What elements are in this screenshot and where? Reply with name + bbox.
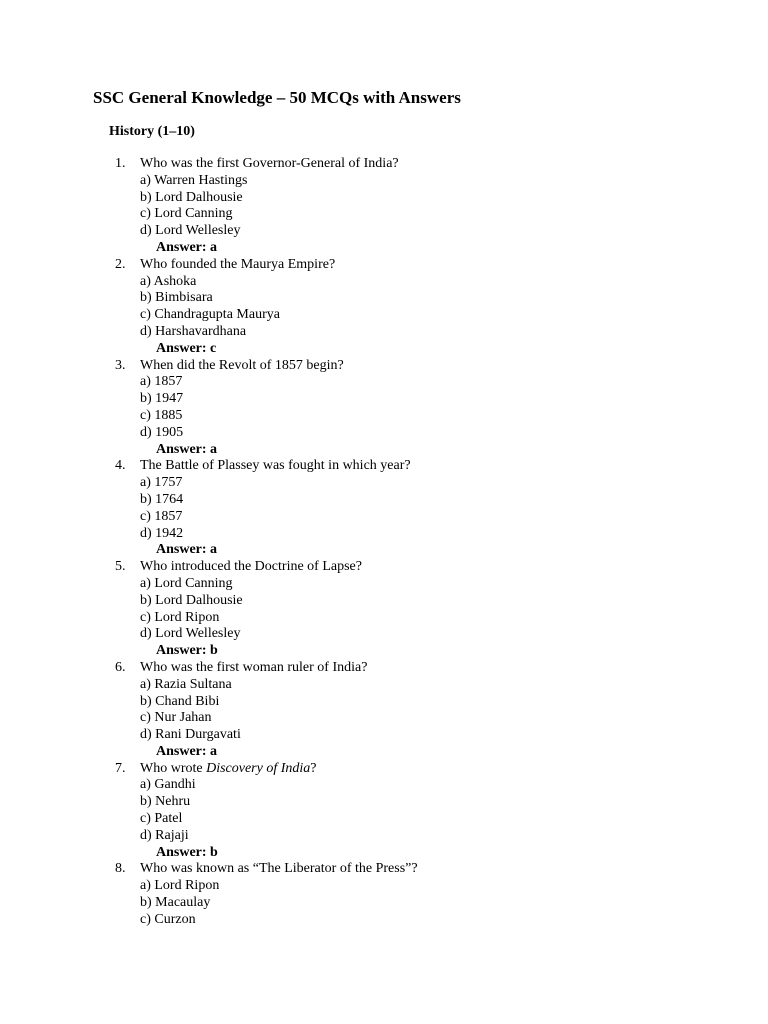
option-a: a) Lord Canning — [140, 575, 233, 591]
question-item — [0, 458, 768, 559]
answer-line: Answer: a — [156, 542, 218, 558]
answer-line: Answer: a — [156, 441, 218, 457]
option-a: a) Lord Ripon — [140, 878, 220, 894]
option-c: c) Curzon — [140, 911, 196, 927]
answer-line: Answer: a — [156, 239, 218, 255]
question-item — [0, 559, 768, 660]
question-text: The Battle of Plassey was fought in which year? — [140, 458, 411, 474]
question-text-suffix: ? — [310, 760, 317, 776]
option-c: c) Chandragupta Maurya — [140, 307, 280, 323]
question-text-prefix: Who wrote — [140, 760, 207, 776]
option-a: a) Razia Sultana — [140, 676, 232, 692]
option-b: b) Chand Bibi — [140, 693, 220, 709]
option-d: d) Lord Wellesley — [140, 626, 241, 642]
option-c: c) Lord Ripon — [140, 609, 220, 625]
option-c: c) 1885 — [140, 407, 183, 423]
question-number: 1. — [115, 156, 126, 171]
question-number: 2. — [115, 256, 126, 272]
question-number: 6. — [115, 659, 126, 675]
option-d: d) 1942 — [140, 525, 184, 541]
option-d: d) Rajaji — [140, 827, 189, 843]
question-text: Who was the first Governor-General of India? — [140, 156, 399, 171]
option-b: b) 1947 — [140, 391, 184, 407]
question-number: 7. — [115, 760, 126, 776]
option-b: b) 1764 — [140, 491, 184, 507]
question-text: Who introduced the Doctrine of Lapse? — [140, 559, 362, 575]
question-item — [0, 861, 768, 928]
option-b: b) Macaulay — [140, 895, 211, 911]
option-c: c) Nur Jahan — [140, 710, 212, 726]
answer-line: Answer: b — [156, 643, 218, 659]
option-b: b) Lord Dalhousie — [140, 592, 243, 608]
option-d: d) Harshavardhana — [140, 323, 247, 339]
option-b: b) Bimbisara — [140, 290, 213, 306]
question-item — [0, 156, 768, 257]
question-text: Who was known as “The Liberator of the Press”? — [140, 861, 418, 877]
question-text: Who founded the Maurya Empire? — [140, 256, 336, 272]
question-item — [0, 660, 768, 761]
question-text: Who was the first woman ruler of India? — [140, 659, 368, 675]
option-a: a) Gandhi — [140, 777, 196, 793]
answer-line: Answer: a — [156, 743, 218, 759]
question-item — [0, 257, 768, 358]
option-d: d) Lord Wellesley — [140, 223, 241, 239]
option-c: c) 1857 — [140, 508, 183, 524]
question-item — [0, 358, 768, 459]
answer-line: Answer: b — [156, 844, 218, 860]
question-number: 8. — [115, 861, 126, 877]
question-number: 4. — [115, 458, 126, 474]
option-a: a) Warren Hastings — [140, 172, 248, 188]
question-item — [0, 761, 768, 862]
book-title: Discovery of India — [206, 760, 311, 776]
option-a: a) Ashoka — [140, 273, 197, 289]
option-a: a) 1757 — [140, 475, 183, 491]
section-heading: History (1–10) — [109, 124, 195, 139]
question-number: 3. — [115, 357, 126, 373]
option-b: b) Lord Dalhousie — [140, 189, 243, 205]
question-list — [0, 156, 768, 929]
document-title: SSC General Knowledge – 50 MCQs with Answers — [93, 88, 461, 107]
question-number: 5. — [115, 559, 126, 575]
option-c: c) Patel — [140, 811, 183, 827]
option-c: c) Lord Canning — [140, 206, 233, 222]
question-text: When did the Revolt of 1857 begin? — [140, 357, 344, 373]
option-a: a) 1857 — [140, 374, 183, 390]
option-d: d) 1905 — [140, 424, 184, 440]
option-d: d) Rani Durgavati — [140, 727, 241, 743]
option-b: b) Nehru — [140, 794, 191, 810]
answer-line: Answer: c — [156, 340, 217, 356]
